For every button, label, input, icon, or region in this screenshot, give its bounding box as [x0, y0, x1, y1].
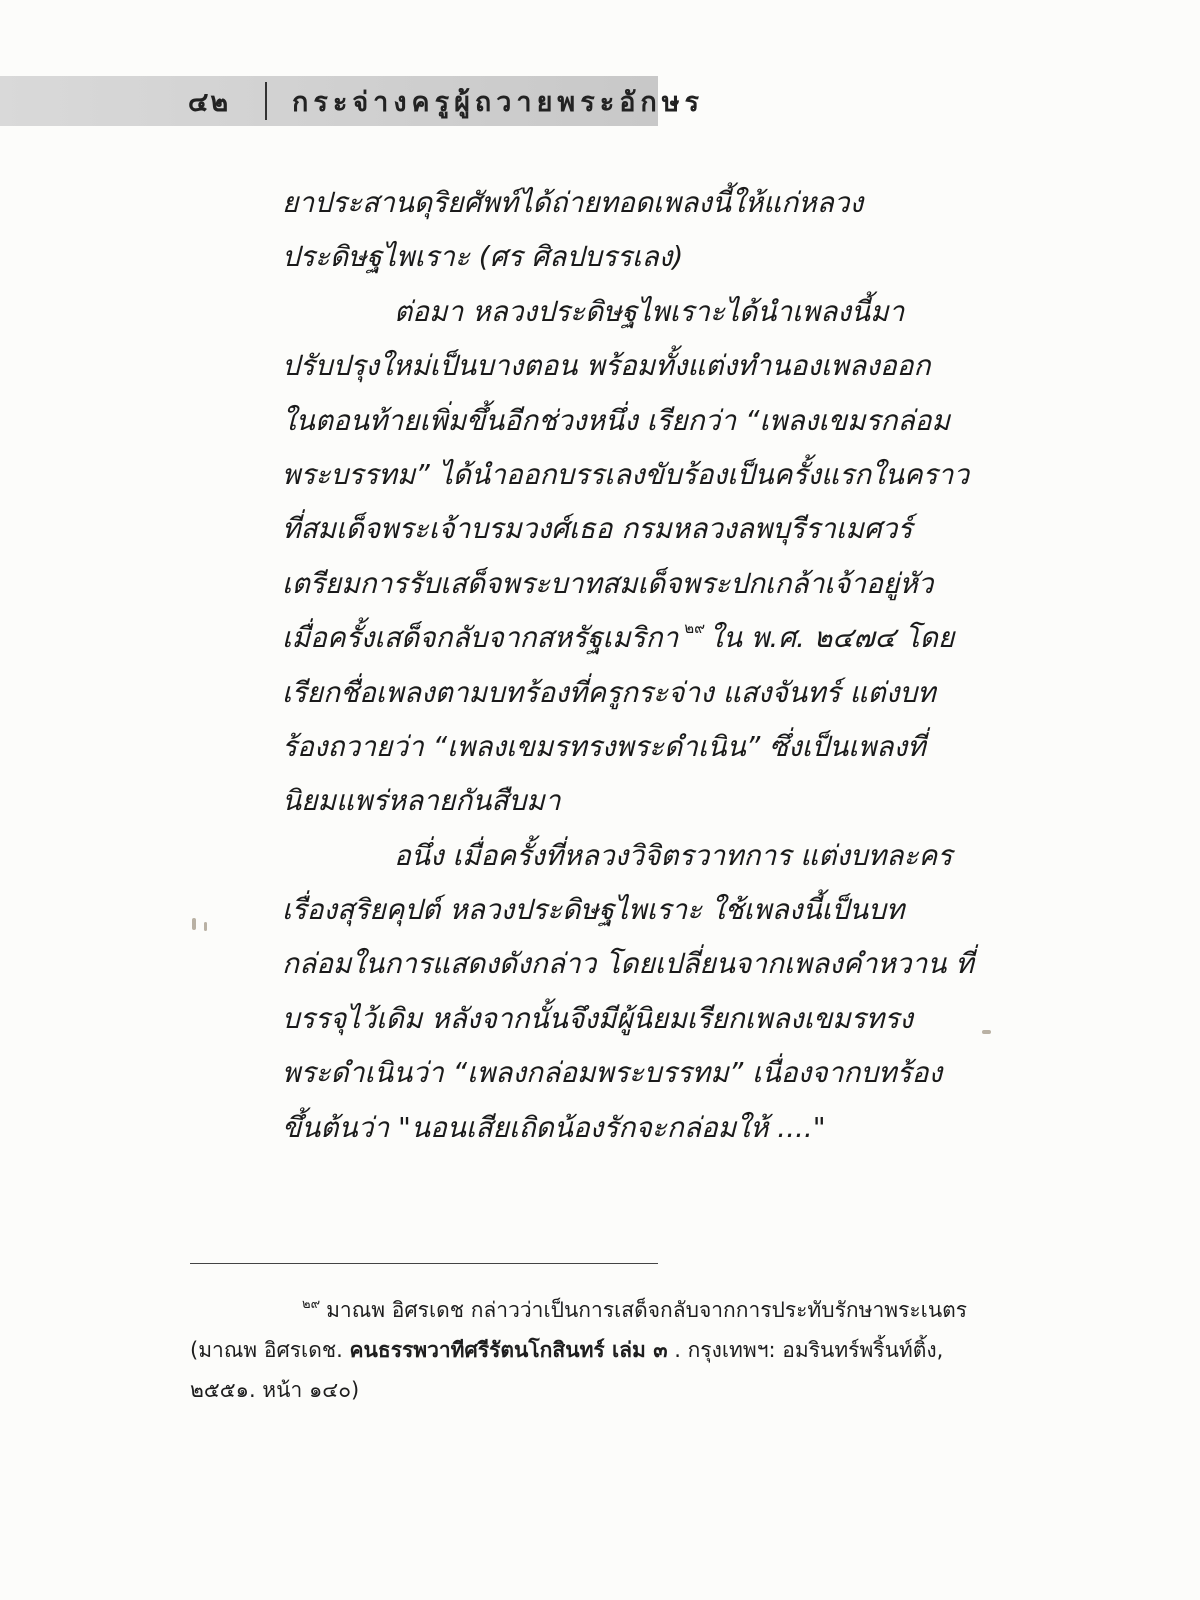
body-line: ร้องถวายว่า “เพลงเขมรทรงพระดำเนิน” ซึ่งเป็นเพลงที่ [282, 729, 926, 763]
body-line: เตรียมการรับเสด็จพระบาทสมเด็จพระปกเกล้าเจ้าอยู่หัว [282, 566, 934, 600]
running-title: กระจ่างครูผู้ถวายพระอักษร [292, 87, 705, 118]
body-line: เรื่องสุริยคุปต์ หลวงประดิษฐไพเราะ ใช้เพลงนี้เป็นบท [282, 893, 905, 927]
body-line: อนึ่ง เมื่อครั้งที่หลวงวิจิตรวาทการ แต่งบทละคร [394, 838, 953, 872]
footnote-reference[interactable]: ๒๙ [684, 619, 706, 638]
body-paragraphs [282, 176, 1022, 1155]
footnote-book-title: คนธรรพวาทีศรีรัตนโกสินทร์ เล่ม ๓ [349, 1338, 668, 1362]
header-divider [265, 82, 267, 120]
body-line: บรรจุไว้เดิม หลังจากนั้นจึงมีผู้นิยมเรียกเพลงเขมรทรง [282, 1001, 913, 1035]
body-line: ที่สมเด็จพระเจ้าบรมวงศ์เธอ กรมหลวงลพบุรีราเมศวร์ [282, 512, 913, 546]
footnote-line: ๒๕๕๑. หน้า ๑๔๐) [190, 1378, 360, 1402]
footnote-text: (มาณพ อิศรเดช. [190, 1338, 350, 1362]
footnote [190, 1290, 1090, 1410]
footnote-marker: ๒๙ [302, 1297, 321, 1312]
footnote-line [190, 1330, 1090, 1370]
body-line-text: ใน พ.ศ. ๒๔๗๔ โดย [709, 621, 955, 655]
footnote-line [190, 1290, 1090, 1330]
footnote-separator-rule [190, 1263, 658, 1264]
body-line: พระบรรทม” ได้นำออกบรรเลงขับร้องเป็นครั้งแรกในคราว [282, 457, 970, 491]
paper-speck [982, 1030, 991, 1034]
footnote-text: มาณพ อิศรเดช กล่าวว่าเป็นการเสด็จกลับจากการประทับรักษาพระเนตร [326, 1298, 968, 1322]
body-line: ประดิษฐไพเราะ (ศร ศิลปบรรเลง) [282, 240, 684, 274]
body-line: ปรับปรุงใหม่เป็นบางตอน พร้อมทั้งแต่งทำนองเพลงออก [282, 349, 931, 383]
paper-speck [192, 918, 196, 930]
page-number: ๔๒ [188, 87, 231, 118]
body-line: ต่อมา หลวงประดิษฐไพเราะได้นำเพลงนี้มา [394, 294, 905, 328]
body-line: ในตอนท้ายเพิ่มขึ้นอีกช่วงหนึ่ง เรียกว่า “เพลงเขมรกล่อม [282, 403, 950, 437]
body-line: พระดำเนินว่า “เพลงกล่อมพระบรรทม” เนื่องจากบทร้อง [282, 1056, 943, 1090]
paper-speck [204, 922, 207, 931]
body-line-text: เมื่อครั้งเสด็จกลับจากสหรัฐเมริกา [282, 621, 679, 655]
body-line: ยาประสานดุริยศัพท์ได้ถ่ายทอดเพลงนี้ให้แก่หลวง [282, 186, 864, 219]
body-line-with-footnote [282, 611, 1022, 665]
footnote-text: . กรุงเทพฯ: อมรินทร์พริ้นท์ติ้ง, [667, 1338, 944, 1362]
body-line: กล่อมในการแสดงดังกล่าว โดยเปลี่ยนจากเพลงคำหวาน ที่ [282, 947, 974, 981]
body-line: นิยมแพร่หลายกันสืบมา [282, 784, 561, 818]
body-line: เรียกชื่อเพลงตามบทร้องที่ครูกระจ่าง แสงจันทร์ แต่งบท [282, 675, 936, 709]
body-line: ขึ้นต้นว่า "นอนเสียเถิดน้องรักจะกล่อมให้ ...." [282, 1110, 826, 1144]
